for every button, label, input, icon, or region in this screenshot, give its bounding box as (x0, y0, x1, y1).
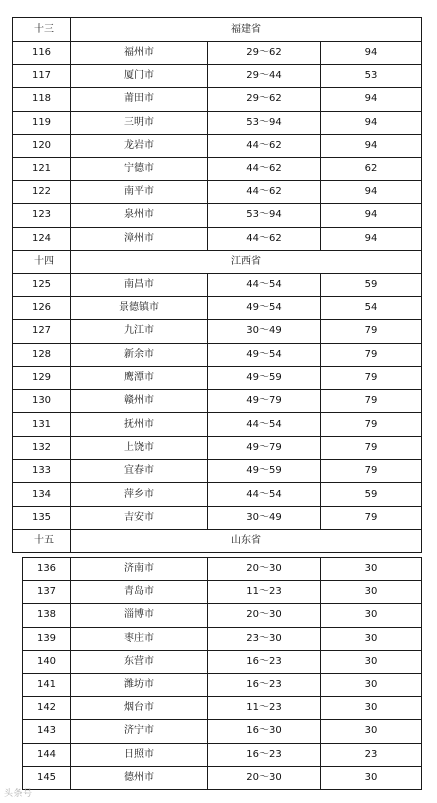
row-range: 29～62 (208, 42, 321, 65)
table-row (13, 296, 422, 319)
row-number: 119 (13, 111, 71, 134)
row-range: 23～30 (208, 627, 321, 650)
table-row (23, 697, 422, 720)
table-row (13, 506, 422, 529)
table-row (23, 581, 422, 604)
row-range: 53～94 (208, 111, 321, 134)
row-number: 145 (23, 766, 71, 789)
row-city: 莆田市 (71, 88, 208, 111)
row-city: 日照市 (71, 743, 208, 766)
row-number: 121 (13, 157, 71, 180)
row-city: 上饶市 (71, 436, 208, 459)
city-range-table-bottom (22, 557, 422, 790)
row-city: 宁德市 (71, 157, 208, 180)
row-range: 49～59 (208, 366, 321, 389)
table-row (13, 460, 422, 483)
row-number: 144 (23, 743, 71, 766)
row-value: 30 (321, 604, 422, 627)
table-row (13, 157, 422, 180)
row-city: 泉州市 (71, 204, 208, 227)
row-city: 枣庄市 (71, 627, 208, 650)
row-range: 49～79 (208, 390, 321, 413)
table-row (23, 650, 422, 673)
table-row (13, 436, 422, 459)
row-number: 117 (13, 65, 71, 88)
table-row (23, 720, 422, 743)
row-range: 49～54 (208, 296, 321, 319)
table-row (13, 413, 422, 436)
row-number: 133 (13, 460, 71, 483)
table-row (23, 766, 422, 789)
row-range: 30～49 (208, 320, 321, 343)
row-value: 94 (321, 42, 422, 65)
section-province: 江西省 (71, 250, 422, 273)
row-number: 116 (13, 42, 71, 65)
row-number: 129 (13, 366, 71, 389)
row-range: 44～54 (208, 413, 321, 436)
row-city: 鹰潭市 (71, 366, 208, 389)
table-row (13, 204, 422, 227)
row-value: 79 (321, 436, 422, 459)
row-value: 94 (321, 88, 422, 111)
row-value: 79 (321, 366, 422, 389)
row-city: 萍乡市 (71, 483, 208, 506)
row-number: 123 (13, 204, 71, 227)
row-value: 94 (321, 134, 422, 157)
row-range: 44～62 (208, 157, 321, 180)
row-city: 吉安市 (71, 506, 208, 529)
row-city: 宜春市 (71, 460, 208, 483)
row-number: 142 (23, 697, 71, 720)
row-city: 赣州市 (71, 390, 208, 413)
row-range: 20～30 (208, 604, 321, 627)
table-row (13, 181, 422, 204)
row-city: 东营市 (71, 650, 208, 673)
section-number: 十四 (13, 250, 71, 273)
row-range: 11～23 (208, 581, 321, 604)
row-number: 126 (13, 296, 71, 319)
row-value: 79 (321, 460, 422, 483)
section-header-row (13, 18, 422, 42)
row-city: 漳州市 (71, 227, 208, 250)
table-row (13, 42, 422, 65)
watermark-text: 头条号 (4, 789, 33, 799)
row-value: 79 (321, 413, 422, 436)
row-value: 79 (321, 506, 422, 529)
row-number: 134 (13, 483, 71, 506)
row-number: 127 (13, 320, 71, 343)
row-number: 140 (23, 650, 71, 673)
row-range: 44～62 (208, 181, 321, 204)
row-range: 20～30 (208, 766, 321, 789)
row-number: 118 (13, 88, 71, 111)
row-range: 49～59 (208, 460, 321, 483)
row-range: 44～62 (208, 134, 321, 157)
row-value: 79 (321, 343, 422, 366)
section-number: 十三 (13, 18, 71, 42)
row-city: 潍坊市 (71, 673, 208, 696)
row-range: 16～23 (208, 743, 321, 766)
row-city: 济宁市 (71, 720, 208, 743)
table-row (13, 273, 422, 296)
row-city: 淄博市 (71, 604, 208, 627)
row-value: 53 (321, 65, 422, 88)
row-city: 厦门市 (71, 65, 208, 88)
row-value: 30 (321, 673, 422, 696)
row-number: 137 (23, 581, 71, 604)
table-row (13, 320, 422, 343)
row-range: 20～30 (208, 558, 321, 581)
row-city: 南平市 (71, 181, 208, 204)
row-value: 59 (321, 483, 422, 506)
row-city: 龙岩市 (71, 134, 208, 157)
row-value: 94 (321, 111, 422, 134)
table-row (23, 673, 422, 696)
row-city: 南昌市 (71, 273, 208, 296)
table-row (23, 743, 422, 766)
row-number: 139 (23, 627, 71, 650)
row-number: 132 (13, 436, 71, 459)
row-range: 49～54 (208, 343, 321, 366)
row-range: 29～62 (208, 88, 321, 111)
row-number: 141 (23, 673, 71, 696)
section-province: 山东省 (71, 529, 422, 552)
row-range: 16～23 (208, 650, 321, 673)
row-range: 29～44 (208, 65, 321, 88)
row-value: 94 (321, 181, 422, 204)
table-row (13, 134, 422, 157)
row-value: 79 (321, 320, 422, 343)
table-body-bottom (23, 558, 422, 790)
table-row (23, 604, 422, 627)
row-city: 济南市 (71, 558, 208, 581)
table-row (13, 65, 422, 88)
row-range: 44～62 (208, 227, 321, 250)
row-city: 烟台市 (71, 697, 208, 720)
row-value: 62 (321, 157, 422, 180)
row-value: 30 (321, 720, 422, 743)
row-value: 30 (321, 697, 422, 720)
row-range: 30～49 (208, 506, 321, 529)
row-range: 44～54 (208, 273, 321, 296)
row-value: 94 (321, 227, 422, 250)
row-range: 44～54 (208, 483, 321, 506)
row-value: 30 (321, 766, 422, 789)
row-number: 135 (13, 506, 71, 529)
table-row (13, 227, 422, 250)
section-province: 福建省 (71, 18, 422, 42)
row-value: 30 (321, 627, 422, 650)
row-range: 16～23 (208, 673, 321, 696)
row-city: 福州市 (71, 42, 208, 65)
row-value: 79 (321, 390, 422, 413)
row-number: 130 (13, 390, 71, 413)
row-value: 94 (321, 204, 422, 227)
row-range: 11～23 (208, 697, 321, 720)
section-header-row (13, 529, 422, 552)
table-body-top (13, 18, 422, 553)
table-row (13, 111, 422, 134)
section-header-row (13, 250, 422, 273)
table-row (23, 627, 422, 650)
row-city: 德州市 (71, 766, 208, 789)
row-number: 136 (23, 558, 71, 581)
row-number: 120 (13, 134, 71, 157)
table-row (13, 483, 422, 506)
row-number: 125 (13, 273, 71, 296)
row-value: 23 (321, 743, 422, 766)
row-number: 131 (13, 413, 71, 436)
table-row (13, 88, 422, 111)
row-value: 30 (321, 650, 422, 673)
table-row (23, 558, 422, 581)
row-value: 59 (321, 273, 422, 296)
table-row (13, 366, 422, 389)
table-row (13, 343, 422, 366)
row-number: 138 (23, 604, 71, 627)
row-city: 青岛市 (71, 581, 208, 604)
row-value: 30 (321, 581, 422, 604)
row-number: 122 (13, 181, 71, 204)
section-number: 十五 (13, 529, 71, 552)
row-value: 30 (321, 558, 422, 581)
row-city: 九江市 (71, 320, 208, 343)
row-number: 124 (13, 227, 71, 250)
row-city: 新余市 (71, 343, 208, 366)
row-city: 三明市 (71, 111, 208, 134)
row-range: 49～79 (208, 436, 321, 459)
row-value: 54 (321, 296, 422, 319)
table-row (13, 390, 422, 413)
row-range: 53～94 (208, 204, 321, 227)
row-range: 16～30 (208, 720, 321, 743)
row-city: 景德镇市 (71, 296, 208, 319)
city-range-table-top (12, 17, 422, 553)
row-city: 抚州市 (71, 413, 208, 436)
row-number: 143 (23, 720, 71, 743)
row-number: 128 (13, 343, 71, 366)
